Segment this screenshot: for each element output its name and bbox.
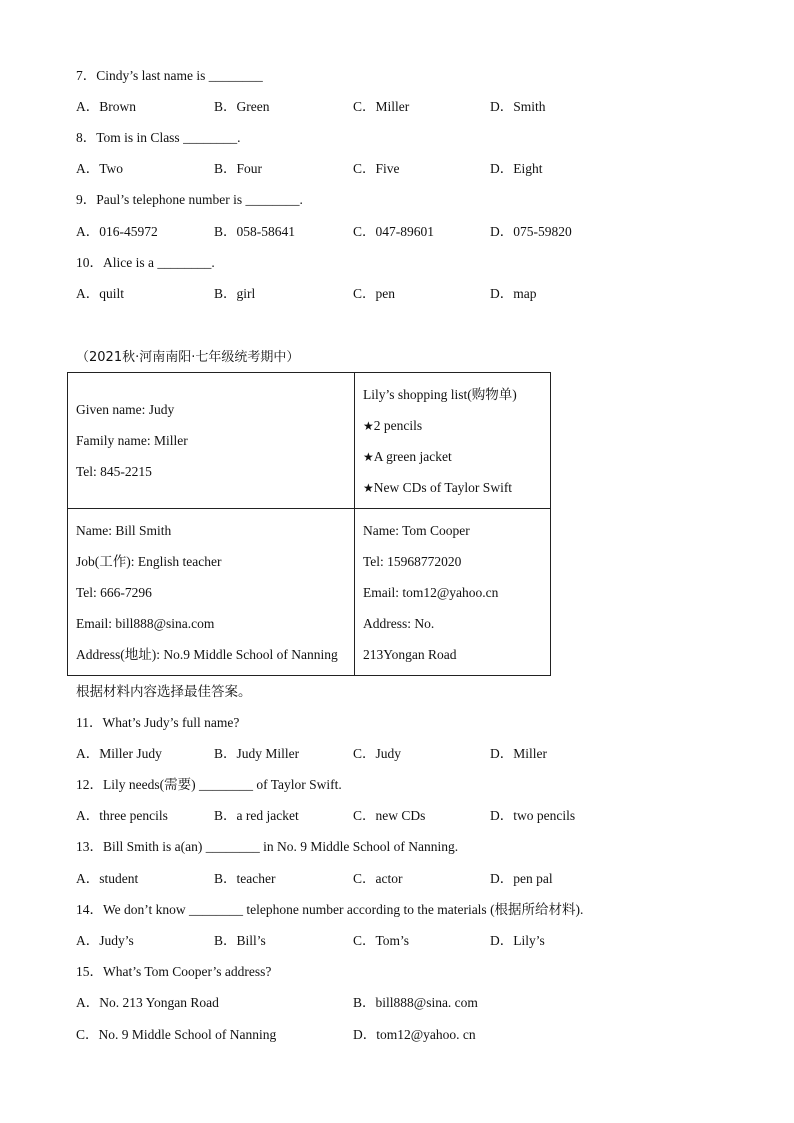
card-tom	[355, 509, 551, 676]
option-a[interactable]: A．Brown	[76, 99, 136, 114]
source-note: （2021秋·河南南阳·七年级统考期中）	[76, 350, 300, 365]
option-c[interactable]: C．047-89601	[353, 224, 434, 239]
option-c[interactable]: C．pen	[353, 286, 395, 301]
question-15-stem: 15．What’s Tom Cooper’s address?	[76, 964, 272, 979]
shopping-item-text: A green jacket	[373, 449, 452, 464]
option-c[interactable]: C．Five	[353, 161, 400, 176]
star-icon: ★	[363, 450, 374, 464]
option-a[interactable]: A．three pencils	[76, 808, 168, 823]
bill-tel: Tel: 666-7296	[76, 585, 152, 600]
option-a[interactable]: A．student	[76, 871, 139, 886]
judy-tel: Tel: 845-2215	[76, 464, 152, 479]
tom-name: Name: Tom Cooper	[363, 523, 470, 538]
question-10-stem: 10．Alice is a ________.	[76, 255, 215, 270]
option-a[interactable]: A．Miller Judy	[76, 746, 162, 761]
option-c[interactable]: C．Judy	[353, 746, 402, 761]
question-8-stem: 8．Tom is in Class ________.	[76, 130, 241, 145]
option-c[interactable]: C．actor	[353, 871, 403, 886]
option-d[interactable]: D．pen pal	[490, 871, 553, 886]
shopping-item	[363, 472, 550, 503]
option-b[interactable]: B．bill888@sina. com	[353, 995, 478, 1010]
option-a[interactable]: A．016-45972	[76, 224, 158, 239]
tom-tel: Tel: 15968772020	[363, 554, 462, 569]
option-d[interactable]: D．Miller	[490, 746, 547, 761]
tom-address-line2: 213Yongan Road	[363, 647, 457, 662]
option-a[interactable]: A．Two	[76, 161, 124, 176]
option-d[interactable]: D．Eight	[490, 161, 543, 176]
question-7-stem: 7．Cindy’s last name is ________	[76, 68, 263, 83]
card-judy	[68, 373, 355, 509]
option-b[interactable]: B．Four	[214, 161, 263, 176]
question-12-stem: 12．Lily needs(需要) ________ of Taylor Swift.	[76, 777, 342, 792]
option-d[interactable]: D．Smith	[490, 99, 546, 114]
shopping-list-title: Lily’s shopping list(购物单)	[363, 387, 517, 402]
option-b[interactable]: B．Green	[214, 99, 270, 114]
bill-address: Address(地址): No.9 Middle School of Nanning	[76, 647, 338, 662]
question-9-stem: 9．Paul’s telephone number is ________.	[76, 192, 303, 207]
option-c[interactable]: C．No. 9 Middle School of Nanning	[76, 1027, 277, 1042]
bill-job: Job(工作): English teacher	[76, 554, 222, 569]
option-b[interactable]: B．Judy Miller	[214, 746, 300, 761]
tom-email: Email: tom12@yahoo.cn	[363, 585, 499, 600]
option-b[interactable]: B．girl	[214, 286, 256, 301]
option-a[interactable]: A．quilt	[76, 286, 125, 301]
shopping-item-text: 2 pencils	[373, 418, 423, 433]
shopping-item	[363, 441, 550, 472]
option-b[interactable]: B．058-58641	[214, 224, 295, 239]
judy-given-name: Given name: Judy	[76, 402, 175, 417]
option-d[interactable]: D．tom12@yahoo. cn	[353, 1027, 476, 1042]
option-b[interactable]: B．teacher	[214, 871, 276, 886]
tom-address-line1: Address: No.	[363, 616, 435, 631]
option-c[interactable]: C．Miller	[353, 99, 410, 114]
option-d[interactable]: D．map	[490, 286, 537, 301]
option-d[interactable]: D．Lily’s	[490, 933, 545, 948]
option-a[interactable]: A．No. 213 Yongan Road	[76, 995, 219, 1010]
info-card-table	[67, 372, 551, 676]
option-b[interactable]: B．a red jacket	[214, 808, 299, 823]
question-13-stem: 13．Bill Smith is a(an) ________ in No. 9 Middle School of Nanning.	[76, 839, 459, 854]
shopping-item-text: New CDs of Taylor Swift	[373, 480, 513, 495]
card-lily-shopping-list	[355, 373, 551, 509]
option-c[interactable]: C．Tom’s	[353, 933, 410, 948]
bill-email: Email: bill888@sina.com	[76, 616, 215, 631]
question-14-stem: 14．We don’t know ________ telephone number according to the materials (根据所给材料).	[76, 902, 584, 917]
instruction: 根据材料内容选择最佳答案。	[76, 684, 252, 699]
option-d[interactable]: D．two pencils	[490, 808, 576, 823]
star-icon: ★	[363, 481, 374, 495]
option-b[interactable]: B．Bill’s	[214, 933, 266, 948]
question-11-stem: 11．What’s Judy’s full name?	[76, 715, 240, 730]
bill-name: Name: Bill Smith	[76, 523, 172, 538]
option-a[interactable]: A．Judy’s	[76, 933, 134, 948]
option-d[interactable]: D．075-59820	[490, 224, 572, 239]
star-icon: ★	[363, 419, 374, 433]
card-bill	[68, 509, 355, 676]
judy-family-name: Family name: Miller	[76, 433, 188, 448]
option-c[interactable]: C．new CDs	[353, 808, 426, 823]
shopping-item	[363, 410, 550, 441]
